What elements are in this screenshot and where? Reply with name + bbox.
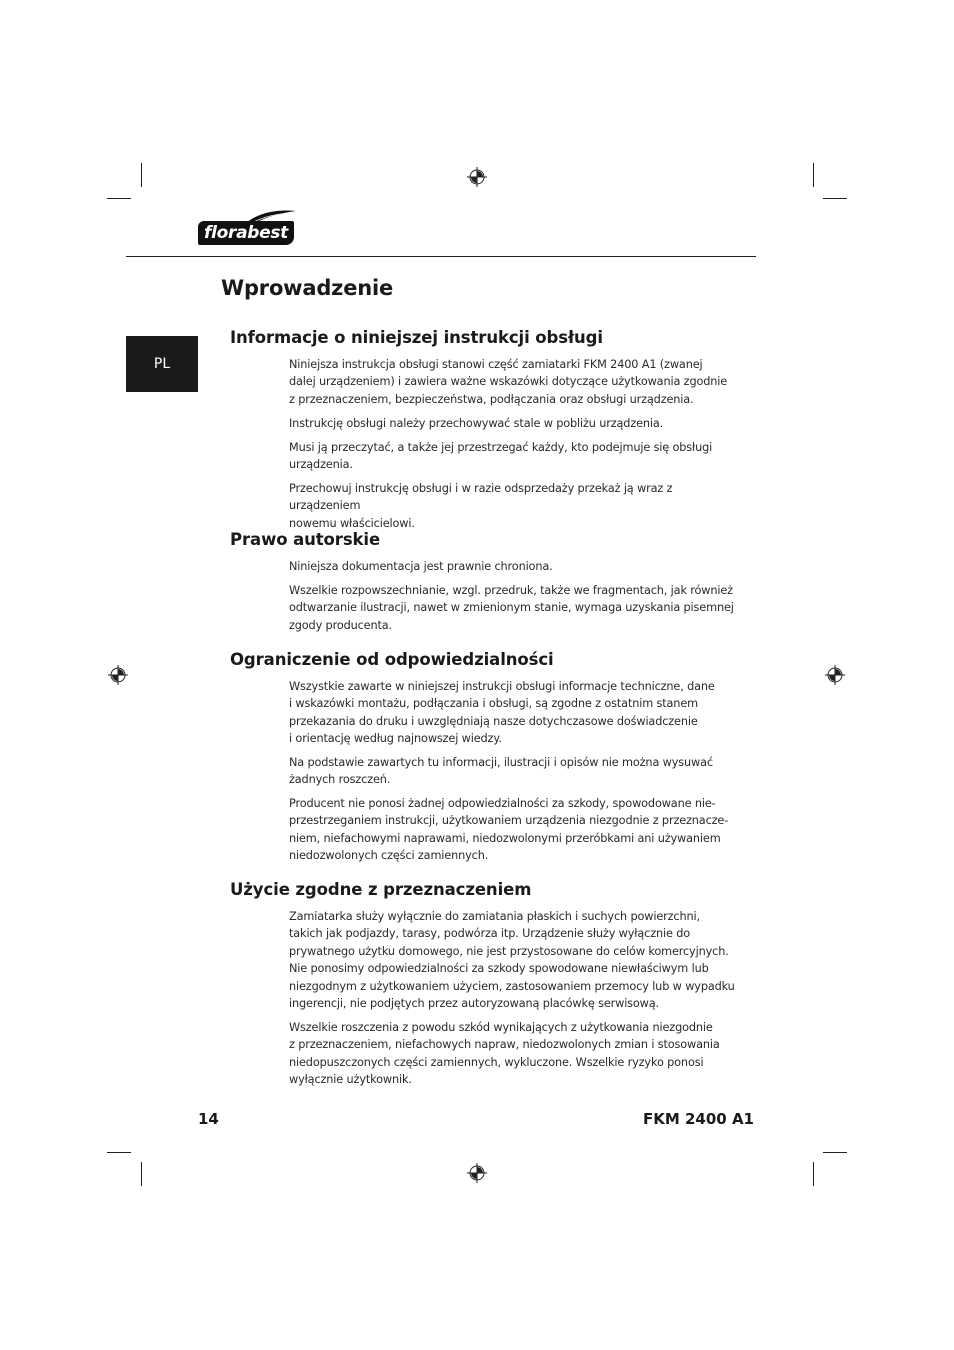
paragraph: Instrukcję obsługi należy przechowywać stale w pobliżu urządzenia. [289, 417, 664, 430]
crop-mark [107, 1152, 131, 1153]
paragraph: Producent nie ponosi żadnej odpowiedzialności za szkody, spowodowane nie- przestrzeganiem instrukcji, użytkowaniem urządzenia niezgodnie z przeznacze- niem, niefachowymi naprawami, niedozwolonymi przeróbkami ani używaniem niedozwolonych części zamiennych. [289, 797, 729, 863]
crop-mark [823, 1152, 847, 1153]
paragraph: Zamiatarka służy wyłącznie do zamiatania płaskich i suchych powierzchni, takich jak podjazdy, tarasy, podwórza itp. Urządzenie służy wyłącznie do prywatnego użytku domowego, nie jest przystosowane do celów komercyjnych. Nie ponosimy odpowiedzialności za szkody spowodowane niewłaściwym lub niezgodnym z użytkowaniem użyciem, zastosowaniem przemocy lub w wypadku ingerencji, nie podjętych przez autoryzowaną placówkę serwisową. [289, 910, 735, 1011]
registration-mark-icon [825, 665, 845, 685]
crop-mark [107, 198, 131, 199]
paragraph: Musi ją przeczytać, a także jej przestrzegać każdy, kto podejmuje się obsługi urządzenia. [289, 441, 713, 472]
crop-mark [813, 163, 814, 187]
crop-mark [141, 1162, 142, 1186]
paragraph: Niniejsza dokumentacja jest prawnie chroniona. [289, 560, 553, 573]
section-heading: Informacje o niniejszej instrukcji obsługi [230, 328, 603, 347]
crop-mark [141, 163, 142, 187]
section-heading: Użycie zgodne z przeznaczeniem [230, 880, 532, 899]
model-name: FKM 2400 A1 [642, 1110, 754, 1128]
page-number: 14 [198, 1110, 219, 1128]
section-heading: Ograniczenie od odpowiedzialności [230, 650, 554, 669]
paragraph: Na podstawie zawartych tu informacji, ilustracji i opisów nie można wysuwać żadnych roszczeń. [289, 756, 713, 787]
header-divider [126, 256, 756, 257]
paragraph: Wszelkie rozpowszechnianie, wzgl. przedruk, także we fragmentach, jak również odtwarzanie ilustracji, nawet w zmienionym stanie, wymaga uzyskania pisemnej zgody producenta. [289, 584, 734, 632]
section-heading: Prawo autorskie [230, 530, 381, 549]
paragraph: Wszelkie roszczenia z powodu szkód wynikających z użytkowania niezgodnie z przeznaczeniem, niefachowych napraw, niedozwolonych zmian i stosowania niedopuszczonych części zamiennych, wykluczone. Wszelkie ryzyko ponosi wyłącznie użytkownik. [289, 1021, 720, 1087]
language-tab: PL [126, 336, 198, 392]
brand-logo-text: florabest [198, 221, 294, 245]
registration-mark-icon [467, 167, 487, 187]
crop-mark [823, 198, 847, 199]
brand-logo [198, 209, 298, 249]
registration-mark-icon [108, 665, 128, 685]
paragraph: Niniejsza instrukcja obsługi stanowi część zamiatarki FKM 2400 A1 (zwanej dalej urządzeniem) i zawiera ważne wskazówki dotyczące użytkowania zgodnie z przeznaczeniem, bezpieczeństwa, podłączania oraz obsługi urządzenia. [289, 358, 728, 406]
crop-mark [813, 1162, 814, 1186]
page-title: Wprowadzenie [221, 276, 394, 300]
paragraph: Wszystkie zawarte w niniejszej instrukcji obsługi informacje techniczne, dane i wskazówki montażu, podłączania i obsługi, są zgodne z ostatnim stanem przekazania do druku i uwzględniają nasze dotychczasowe doświadczenie i orientację według najnowszej wiedzy. [289, 680, 715, 746]
registration-mark-icon [467, 1163, 487, 1183]
paragraph: Przechowuj instrukcję obsługi i w razie odsprzedaży przekaż ją wraz z urządzeniem nowemu właścicielowi. [289, 482, 673, 530]
